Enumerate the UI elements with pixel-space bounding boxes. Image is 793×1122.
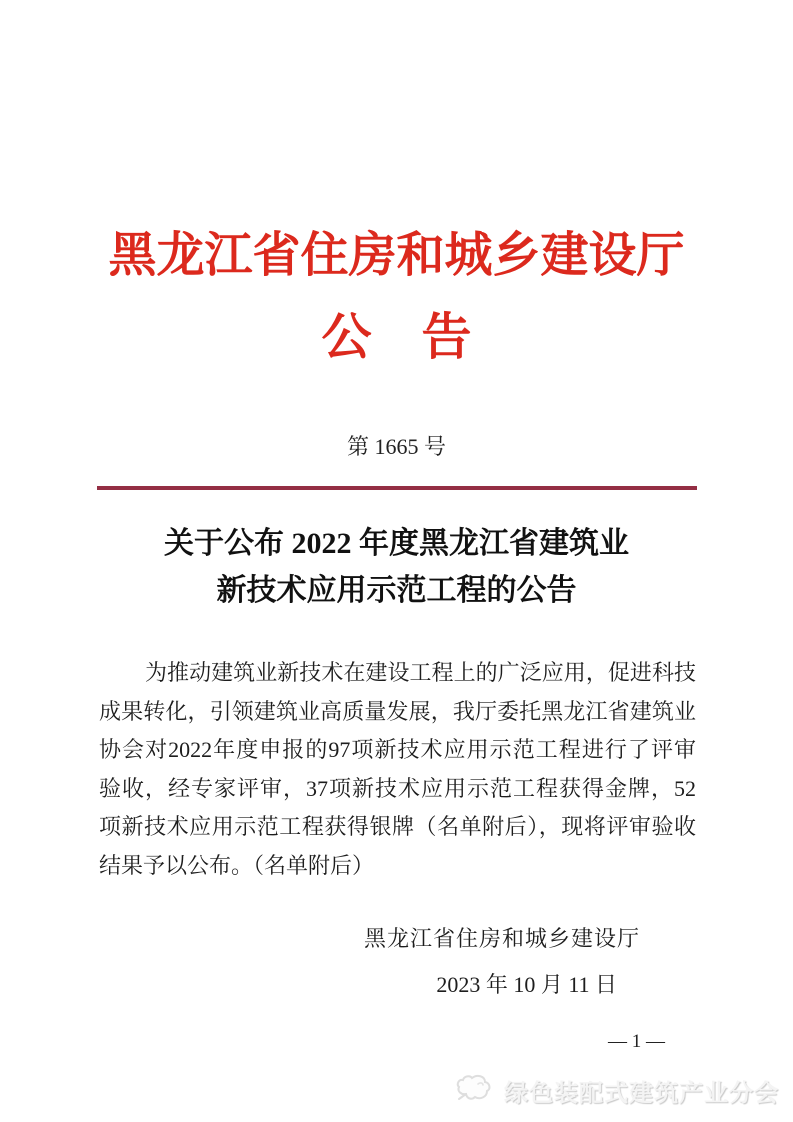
announcement-title [0, 520, 793, 614]
footer-watermark [454, 1072, 779, 1108]
body-line: 项新技术应用示范工程获得银牌（名单附后），现将评审验收 [99, 814, 696, 839]
signature-date: 2023 年 10 月 11 日 [436, 972, 617, 997]
watermark-text: 绿色装配式建筑产业分会 [504, 1079, 779, 1107]
doc-number: 第 1665 号 [346, 434, 446, 459]
announcement-title-line2: 新技术应用示范工程的公告 [216, 574, 577, 607]
announcement-body [99, 654, 696, 885]
body-line: 协会对2022年度申报的97项新技术应用示范工程进行了评审 [99, 737, 696, 762]
body-line: 结果予以公布。（名单附后） [99, 852, 375, 878]
body-line: 验收，经专家评审，37项新技术应用示范工程获得金牌，52 [99, 775, 696, 801]
announcement-title-line1: 关于公布 2022 年度黑龙江省建筑业 [164, 527, 629, 560]
page-number: — 1 — [608, 1031, 665, 1052]
red-divider-line [97, 486, 697, 490]
body-line: 成果转化，引领建筑业高质量发展，我厅委托黑龙江省建筑业 [99, 698, 696, 724]
announcement-type-title: 公 告 [321, 309, 472, 365]
signature-org: 黑龙江省住房和城乡建设厅 [363, 926, 640, 951]
issuing-org-title: 黑龙江省住房和城乡建设厅 [108, 229, 685, 282]
association-logo-icon [454, 1072, 496, 1108]
body-line: 为推动建筑业新技术在建设工程上的广泛应用，促进科技 [145, 660, 696, 685]
